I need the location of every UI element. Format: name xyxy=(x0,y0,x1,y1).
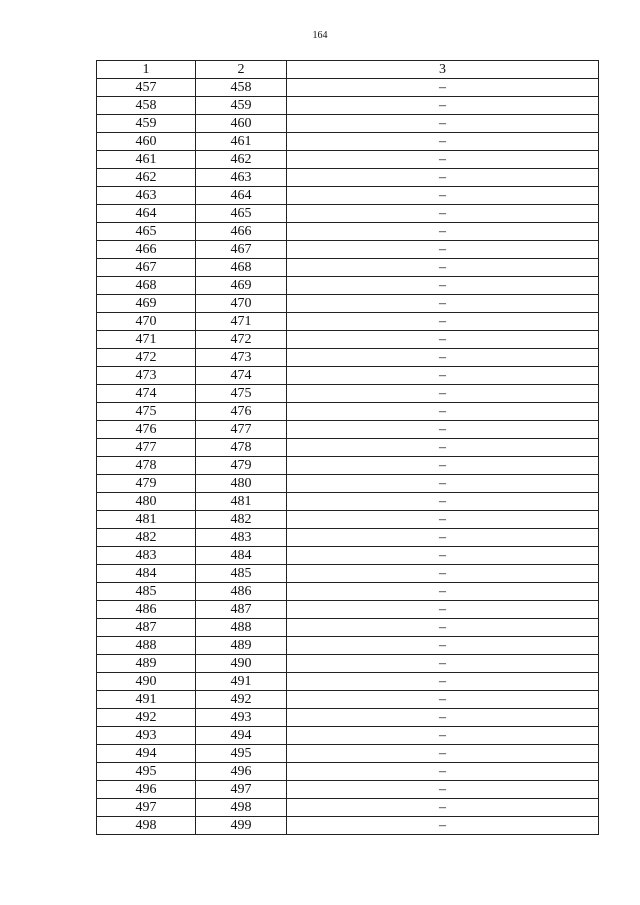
table-row xyxy=(97,295,599,313)
table-cell-col-1: 495 xyxy=(97,763,196,781)
table-cell-col-2: 497 xyxy=(196,781,287,799)
table-cell-col-3: – xyxy=(287,259,599,277)
table-cell-col-1: 479 xyxy=(97,475,196,493)
table-row xyxy=(97,169,599,187)
table-cell-col-1: 458 xyxy=(97,97,196,115)
table-cell-col-3: – xyxy=(287,655,599,673)
table-cell-col-3: – xyxy=(287,223,599,241)
table-cell-col-1: 486 xyxy=(97,601,196,619)
table-cell-col-3: – xyxy=(287,79,599,97)
table-row xyxy=(97,763,599,781)
table-row xyxy=(97,529,599,547)
table-body xyxy=(97,79,599,835)
table-cell-col-1: 465 xyxy=(97,223,196,241)
table-cell-col-1: 483 xyxy=(97,547,196,565)
table-row xyxy=(97,331,599,349)
table-row xyxy=(97,781,599,799)
table-row xyxy=(97,277,599,295)
table-cell-col-2: 466 xyxy=(196,223,287,241)
table-row xyxy=(97,187,599,205)
table-cell-col-2: 481 xyxy=(196,493,287,511)
table-cell-col-1: 463 xyxy=(97,187,196,205)
table-cell-col-3: – xyxy=(287,97,599,115)
table-cell-col-1: 489 xyxy=(97,655,196,673)
table-cell-col-2: 488 xyxy=(196,619,287,637)
table-cell-col-2: 490 xyxy=(196,655,287,673)
table-cell-col-2: 472 xyxy=(196,331,287,349)
table-cell-col-1: 485 xyxy=(97,583,196,601)
table-cell-col-2: 496 xyxy=(196,763,287,781)
table-cell-col-1: 464 xyxy=(97,205,196,223)
table-cell-col-3: – xyxy=(287,619,599,637)
table-cell-col-3: – xyxy=(287,187,599,205)
table-cell-col-3: – xyxy=(287,457,599,475)
table-row xyxy=(97,367,599,385)
table-cell-col-2: 485 xyxy=(196,565,287,583)
table-cell-col-1: 482 xyxy=(97,529,196,547)
table-cell-col-2: 479 xyxy=(196,457,287,475)
table-cell-col-1: 457 xyxy=(97,79,196,97)
table-row xyxy=(97,133,599,151)
table-cell-col-1: 491 xyxy=(97,691,196,709)
table-cell-col-3: – xyxy=(287,817,599,835)
table-cell-col-2: 461 xyxy=(196,133,287,151)
table-header-row xyxy=(97,61,599,79)
table-cell-col-2: 460 xyxy=(196,115,287,133)
table-cell-col-3: – xyxy=(287,763,599,781)
column-header-2: 2 xyxy=(196,61,287,79)
table-cell-col-1: 472 xyxy=(97,349,196,367)
table-row xyxy=(97,79,599,97)
table-cell-col-2: 474 xyxy=(196,367,287,385)
table-row xyxy=(97,619,599,637)
table-cell-col-3: – xyxy=(287,691,599,709)
table-cell-col-3: – xyxy=(287,511,599,529)
column-header-1: 1 xyxy=(97,61,196,79)
table-row xyxy=(97,673,599,691)
table-cell-col-1: 460 xyxy=(97,133,196,151)
table-cell-col-3: – xyxy=(287,385,599,403)
table-row xyxy=(97,223,599,241)
table-cell-col-2: 470 xyxy=(196,295,287,313)
table-cell-col-2: 476 xyxy=(196,403,287,421)
table-row xyxy=(97,817,599,835)
table-cell-col-1: 497 xyxy=(97,799,196,817)
table-cell-col-2: 486 xyxy=(196,583,287,601)
table-cell-col-2: 462 xyxy=(196,151,287,169)
table-cell-col-1: 471 xyxy=(97,331,196,349)
table-row xyxy=(97,439,599,457)
table-cell-col-3: – xyxy=(287,349,599,367)
table-cell-col-1: 473 xyxy=(97,367,196,385)
table-cell-col-2: 473 xyxy=(196,349,287,367)
table-cell-col-3: – xyxy=(287,295,599,313)
table-cell-col-1: 487 xyxy=(97,619,196,637)
table-cell-col-2: 483 xyxy=(196,529,287,547)
table-cell-col-2: 487 xyxy=(196,601,287,619)
table-cell-col-3: – xyxy=(287,151,599,169)
table-cell-col-3: – xyxy=(287,403,599,421)
table-row xyxy=(97,403,599,421)
table-row xyxy=(97,511,599,529)
table-cell-col-2: 475 xyxy=(196,385,287,403)
table-cell-col-1: 467 xyxy=(97,259,196,277)
table-row xyxy=(97,313,599,331)
table-cell-col-2: 463 xyxy=(196,169,287,187)
table-cell-col-2: 467 xyxy=(196,241,287,259)
table-cell-col-3: – xyxy=(287,475,599,493)
table-cell-col-3: – xyxy=(287,313,599,331)
table-cell-col-1: 492 xyxy=(97,709,196,727)
table-row xyxy=(97,601,599,619)
table-cell-col-2: 465 xyxy=(196,205,287,223)
table-cell-col-2: 489 xyxy=(196,637,287,655)
table-row xyxy=(97,205,599,223)
table-cell-col-1: 496 xyxy=(97,781,196,799)
table-row xyxy=(97,799,599,817)
table-cell-col-1: 462 xyxy=(97,169,196,187)
table-cell-col-3: – xyxy=(287,493,599,511)
table-cell-col-1: 461 xyxy=(97,151,196,169)
table-cell-col-3: – xyxy=(287,637,599,655)
table-cell-col-3: – xyxy=(287,781,599,799)
table-cell-col-2: 464 xyxy=(196,187,287,205)
table-cell-col-2: 484 xyxy=(196,547,287,565)
table-row xyxy=(97,547,599,565)
table-cell-col-2: 480 xyxy=(196,475,287,493)
table-cell-col-3: – xyxy=(287,601,599,619)
table-row xyxy=(97,241,599,259)
table-cell-col-2: 495 xyxy=(196,745,287,763)
table-cell-col-3: – xyxy=(287,745,599,763)
table-row xyxy=(97,565,599,583)
table-cell-col-1: 493 xyxy=(97,727,196,745)
table-cell-col-1: 475 xyxy=(97,403,196,421)
table-row xyxy=(97,97,599,115)
table-cell-col-3: – xyxy=(287,421,599,439)
table-row xyxy=(97,583,599,601)
table-cell-col-1: 470 xyxy=(97,313,196,331)
table-row xyxy=(97,637,599,655)
column-header-3: 3 xyxy=(287,61,599,79)
table-cell-col-3: – xyxy=(287,673,599,691)
table-row xyxy=(97,151,599,169)
table-row xyxy=(97,655,599,673)
table-cell-col-1: 468 xyxy=(97,277,196,295)
table-row xyxy=(97,457,599,475)
table-row xyxy=(97,493,599,511)
table-row xyxy=(97,691,599,709)
table-cell-col-3: – xyxy=(287,583,599,601)
table-cell-col-1: 469 xyxy=(97,295,196,313)
table-cell-col-2: 498 xyxy=(196,799,287,817)
table-cell-col-1: 474 xyxy=(97,385,196,403)
table-row xyxy=(97,349,599,367)
table-cell-col-2: 499 xyxy=(196,817,287,835)
table-cell-col-1: 466 xyxy=(97,241,196,259)
table-cell-col-2: 477 xyxy=(196,421,287,439)
table-cell-col-1: 476 xyxy=(97,421,196,439)
table-cell-col-1: 480 xyxy=(97,493,196,511)
table-cell-col-3: – xyxy=(287,439,599,457)
table-cell-col-3: – xyxy=(287,547,599,565)
table-cell-col-3: – xyxy=(287,133,599,151)
table-cell-col-3: – xyxy=(287,277,599,295)
table-cell-col-2: 468 xyxy=(196,259,287,277)
table-cell-col-2: 478 xyxy=(196,439,287,457)
table-row xyxy=(97,745,599,763)
table-row xyxy=(97,421,599,439)
table-cell-col-1: 498 xyxy=(97,817,196,835)
table-cell-col-1: 459 xyxy=(97,115,196,133)
table-cell-col-1: 478 xyxy=(97,457,196,475)
table-cell-col-3: – xyxy=(287,529,599,547)
table-cell-col-3: – xyxy=(287,331,599,349)
table-cell-col-1: 484 xyxy=(97,565,196,583)
table-cell-col-2: 493 xyxy=(196,709,287,727)
table-cell-col-2: 458 xyxy=(196,79,287,97)
table-cell-col-3: – xyxy=(287,241,599,259)
table-cell-col-2: 492 xyxy=(196,691,287,709)
table-cell-col-2: 494 xyxy=(196,727,287,745)
table-row xyxy=(97,727,599,745)
table-cell-col-2: 471 xyxy=(196,313,287,331)
table-cell-col-3: – xyxy=(287,115,599,133)
table-cell-col-3: – xyxy=(287,169,599,187)
table-row xyxy=(97,259,599,277)
table-cell-col-1: 488 xyxy=(97,637,196,655)
table-row xyxy=(97,475,599,493)
table-cell-col-1: 490 xyxy=(97,673,196,691)
table-cell-col-3: – xyxy=(287,205,599,223)
table-row xyxy=(97,709,599,727)
table-cell-col-2: 469 xyxy=(196,277,287,295)
table-cell-col-3: – xyxy=(287,565,599,583)
table-row xyxy=(97,115,599,133)
table-cell-col-3: – xyxy=(287,367,599,385)
table-row xyxy=(97,385,599,403)
table-cell-col-1: 481 xyxy=(97,511,196,529)
data-table xyxy=(96,60,599,835)
table-cell-col-3: – xyxy=(287,727,599,745)
table-cell-col-3: – xyxy=(287,709,599,727)
table-cell-col-3: – xyxy=(287,799,599,817)
page-number: 164 xyxy=(312,30,328,41)
table-cell-col-1: 477 xyxy=(97,439,196,457)
table-cell-col-2: 482 xyxy=(196,511,287,529)
table-cell-col-2: 459 xyxy=(196,97,287,115)
table-cell-col-1: 494 xyxy=(97,745,196,763)
table-cell-col-2: 491 xyxy=(196,673,287,691)
